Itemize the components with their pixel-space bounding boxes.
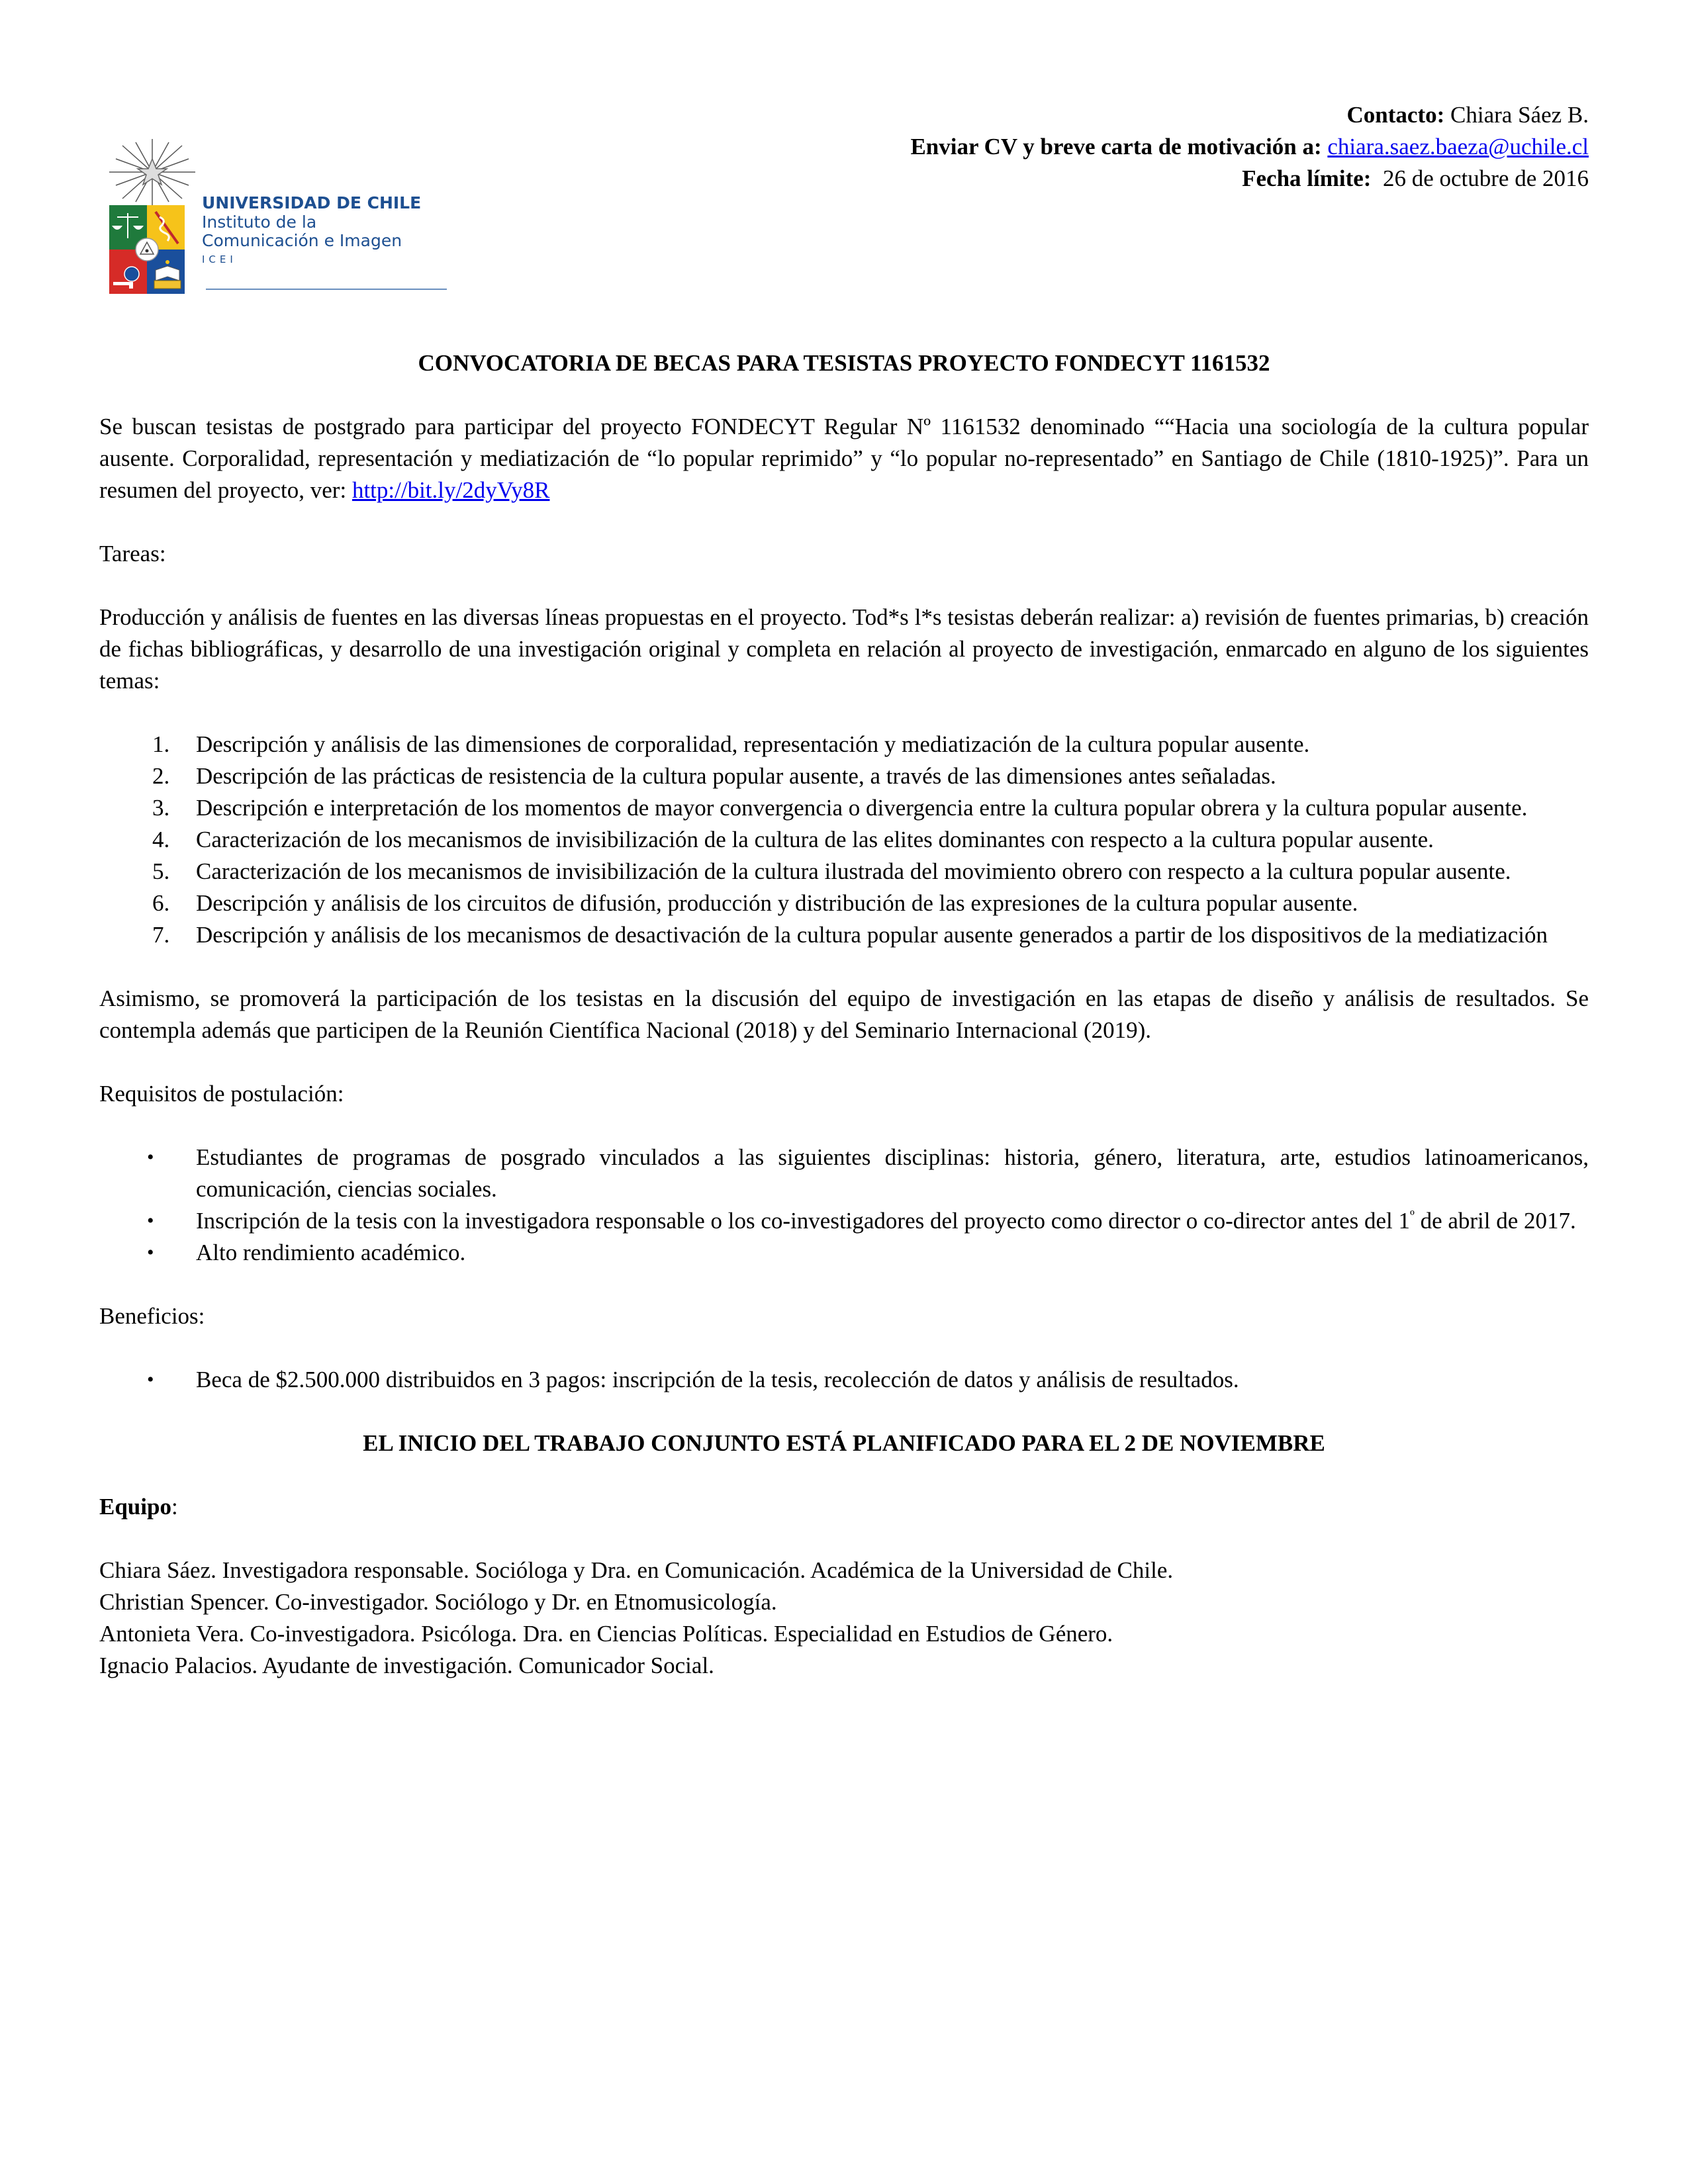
team-member: Ignacio Palacios. Ayudante de investigación. Comunicador Social. bbox=[99, 1653, 714, 1678]
contact-label: Contacto: bbox=[1346, 102, 1445, 128]
team-member: Antonieta Vera. Co-investigadora. Psicóloga. Dra. en Ciencias Políticas. Especialidad en Estudios de Género. bbox=[99, 1621, 1113, 1647]
list-item-text: Descripción y análisis de las dimensiones de corporalidad, representación y mediatización de la cultura popular ausente. bbox=[196, 731, 1310, 757]
list-item-text: Inscripción de la tesis con la investigadora responsable o los co-investigadores del proyecto como director o co-director antes del 1 bbox=[196, 1208, 1410, 1234]
university-logo bbox=[109, 139, 467, 298]
intro-text: Se buscan tesistas de postgrado para participar del proyecto FONDECYT Regular Nº 1161532 denominado ““Hacia una sociología de la cultura popular ausente. Corporalidad, representación y mediatización de “lo popular reprimido” y “lo popular no-representado” en Santiago de Chile (1810-1925)”. Para un resumen del proyecto, ver: bbox=[99, 414, 1589, 503]
asimismo-paragraph: Asimismo, se promoverá la participación de los tesistas en la discusión del equipo de investigación en las etapas de diseño y análisis de resultados. Se contempla además que participen de la Reunión Científica Nacional (2018) y del Seminario Internacional (2019). bbox=[99, 985, 1589, 1043]
bullet-icon: • bbox=[147, 1369, 154, 1390]
logo-university-name: UNIVERSIDAD DE CHILE bbox=[202, 193, 422, 212]
university-crest-icon bbox=[109, 139, 202, 298]
tareas-paragraph: Producción y análisis de fuentes en las diversas líneas propuestas en el proyecto. Tod*s l*s tesistas deberán realizar: a) revisión de fuentes primarias, b) creación de fichas bibliográficas, y desarrollo de una investigación original y completa en relación al proyecto de investigación, enmarcado en alguno de los siguientes temas: bbox=[99, 604, 1589, 694]
tareas-heading: Tareas: bbox=[99, 541, 166, 567]
list-item-text: Descripción y análisis de los circuitos de difusión, producción y distribución de las expresiones de la cultura popular ausente. bbox=[196, 890, 1358, 916]
deadline-label: Fecha límite: bbox=[1242, 165, 1372, 191]
project-summary-link[interactable]: http://bit.ly/2dyVy8R bbox=[352, 477, 550, 503]
equipo-heading: Equipo bbox=[99, 1494, 171, 1520]
list-item-text: Descripción e interpretación de los momentos de mayor convergencia o divergencia entre la cultura popular obrera y la cultura popular ausente. bbox=[196, 795, 1528, 821]
list-item-number: 5. bbox=[152, 858, 170, 884]
equipo-heading-line bbox=[99, 1491, 1589, 1523]
page-title: CONVOCATORIA DE BECAS PARA TESISTAS PROYECTO FONDECYT 1161532 bbox=[418, 350, 1270, 376]
logo-text bbox=[202, 193, 421, 267]
list-item bbox=[99, 1364, 1589, 1396]
list-item-number: 6. bbox=[152, 890, 170, 916]
document-body bbox=[99, 347, 1589, 1682]
list-item bbox=[99, 1237, 1589, 1269]
logo-divider bbox=[206, 289, 447, 290]
list-item bbox=[99, 824, 1589, 856]
contact-block bbox=[910, 99, 1589, 195]
contact-name: Chiara Sáez B. bbox=[1450, 102, 1589, 128]
logo-institute-line2: Comunicación e Imagen bbox=[202, 231, 402, 250]
intro-paragraph bbox=[99, 411, 1589, 506]
deadline-line bbox=[910, 163, 1589, 195]
send-cv-line bbox=[910, 131, 1589, 163]
list-item bbox=[99, 792, 1589, 824]
topics-list bbox=[99, 729, 1589, 951]
requisitos-heading: Requisitos de postulación: bbox=[99, 1081, 344, 1107]
benefits-list bbox=[99, 1364, 1589, 1396]
list-item bbox=[99, 887, 1589, 919]
list-item-number: 2. bbox=[152, 763, 170, 789]
list-item-text: Descripción y análisis de los mecanismos de desactivación de la cultura popular ausente generados a partir de los dispositivos de la mediatización bbox=[196, 922, 1548, 948]
beneficios-heading: Beneficios: bbox=[99, 1303, 205, 1329]
list-item bbox=[99, 856, 1589, 887]
bullet-icon: • bbox=[147, 1242, 154, 1263]
list-item bbox=[99, 760, 1589, 792]
list-item-text: Alto rendimiento académico. bbox=[196, 1240, 466, 1265]
list-item-number: 1. bbox=[152, 731, 170, 757]
list-item-text: Beca de $2.500.000 distribuidos en 3 pagos: inscripción de la tesis, recolección de datos y análisis de resultados. bbox=[196, 1367, 1239, 1392]
list-item bbox=[99, 919, 1589, 951]
list-item-number: 3. bbox=[152, 795, 170, 821]
team-list bbox=[99, 1555, 1589, 1682]
list-item-text-end: de abril de 2017. bbox=[1414, 1208, 1576, 1234]
list-item-text: Caracterización de los mecanismos de invisibilización de la cultura ilustrada del movimiento obrero con respecto a la cultura popular ausente. bbox=[196, 858, 1511, 884]
team-member: Chiara Sáez. Investigadora responsable. Socióloga y Dra. en Comunicación. Académica de la Universidad de Chile. bbox=[99, 1557, 1174, 1583]
equipo-colon: : bbox=[171, 1494, 178, 1520]
list-item-number: 7. bbox=[152, 922, 170, 948]
email-link[interactable]: chiara.saez.baeza@uchile.cl bbox=[1327, 134, 1589, 159]
list-item bbox=[99, 1142, 1589, 1205]
logo-institute-line1: Instituto de la bbox=[202, 212, 317, 232]
list-item-number: 4. bbox=[152, 827, 170, 852]
list-item bbox=[99, 1205, 1589, 1237]
list-item bbox=[99, 729, 1589, 760]
team-member: Christian Spencer. Co-investigador. Sociólogo y Dr. en Etnomusicología. bbox=[99, 1589, 777, 1615]
ordinal-indicator: º bbox=[1409, 1207, 1415, 1224]
deadline-value: 26 de octubre de 2016 bbox=[1382, 165, 1589, 191]
list-item-text: Descripción de las prácticas de resistencia de la cultura popular ausente, a través de las dimensiones antes señaladas. bbox=[196, 763, 1276, 789]
list-item-text: Caracterización de los mecanismos de invisibilización de la cultura de las elites dominantes con respecto a la cultura popular ausente. bbox=[196, 827, 1434, 852]
start-date-notice: EL INICIO DEL TRABAJO CONJUNTO ESTÁ PLANIFICADO PARA EL 2 DE NOVIEMBRE bbox=[363, 1430, 1325, 1456]
bullet-icon: • bbox=[147, 1210, 154, 1232]
send-cv-label: Enviar CV y breve carta de motivación a: bbox=[910, 134, 1322, 159]
contact-line bbox=[910, 99, 1589, 131]
logo-acronym: ICEI bbox=[202, 253, 237, 265]
list-item-text: Estudiantes de programas de posgrado vinculados a las siguientes disciplinas: historia, género, literatura, arte, estudios latinoamericanos, comunicación, ciencias sociales. bbox=[196, 1144, 1589, 1202]
bullet-icon: • bbox=[147, 1146, 154, 1168]
requirements-list bbox=[99, 1142, 1589, 1269]
